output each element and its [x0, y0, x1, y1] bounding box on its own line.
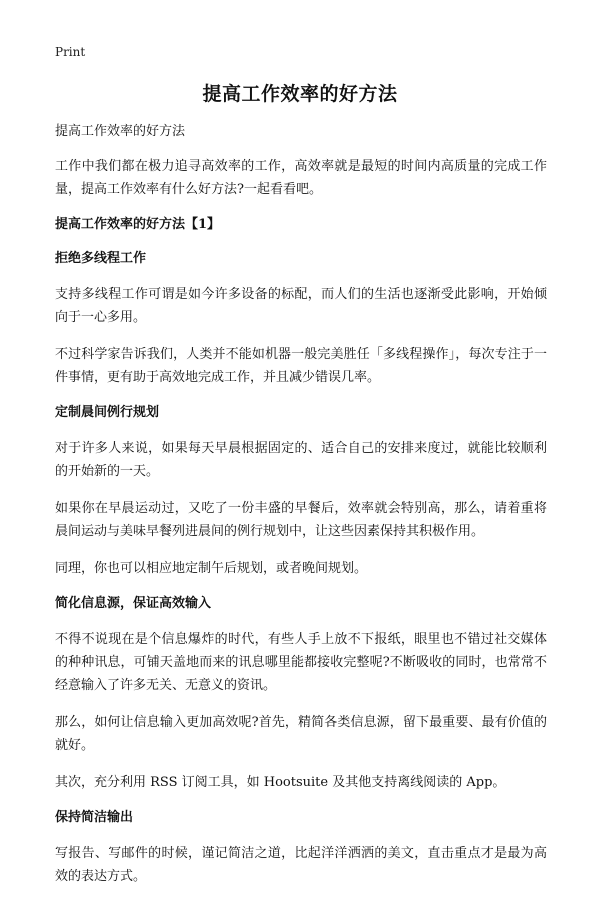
section-1-paragraph-1: 支持多线程工作可谓是如今许多设备的标配，而人们的生活也逐渐受此影响，开始倾向于一心多用。	[55, 287, 547, 325]
document-title: 提高工作效率的好方法	[202, 83, 398, 105]
intro-paragraph: 工作中我们都在极力追寻高效率的工作，高效率就是最短的时间内高质量的完成工作量，提高工作效率有什么好方法?一起看看吧。	[55, 159, 547, 197]
section-3-paragraph-1: 不得不说现在是个信息爆炸的时代，有些人手上放不下报纸，眼里也不错过社交媒体的种种讯息，可铺天盖地而来的讯息哪里能都接收完整呢?不断吸收的同时，也常常不经意输入了许多无关、无意义的资讯。	[55, 632, 547, 693]
section-2-paragraph-1: 对于许多人来说，如果每天早晨根据固定的、适合自己的安排来度过，就能比较顺利的开始新的一天。	[55, 441, 547, 479]
section-3-paragraph-2: 那么，如何让信息输入更加高效呢?首先，精简各类信息源，留下最重要、最有价值的就好。	[55, 715, 547, 753]
section-3-heading: 简化信息源，保证高效输入	[55, 596, 212, 611]
section-2-heading: 定制晨间例行规划	[55, 405, 160, 420]
subtitle: 提高工作效率的好方法	[55, 124, 186, 139]
print-label: Print	[55, 45, 86, 59]
section-4-paragraph-1: 写报告、写邮件的时候，谨记简洁之道，比起洋洋洒洒的美文，直击重点才是最为高效的表达方式。	[55, 846, 547, 884]
document-body	[55, 120, 547, 902]
section-1-paragraph-2: 不过科学家告诉我们，人类并不能如机器一般完美胜任「多线程操作」，每次专注于一件事情，更有助于高效地完成工作，并且减少错误几率。	[55, 347, 547, 385]
section-2-paragraph-2: 如果你在早晨运动过，又吃了一份丰盛的早餐后，效率就会特别高，那么，请着重将晨间运动与美味早餐列进晨间的例行规划中，让这些因素保持其积极作用。	[55, 501, 547, 539]
section-1-heading: 拒绝多线程工作	[55, 251, 147, 266]
section-2-paragraph-3: 同理，你也可以相应地定制午后规划，或者晚间规划。	[55, 561, 368, 576]
section-heading: 提高工作效率的好方法【1】	[55, 217, 221, 232]
section-4-heading: 保持简洁输出	[55, 810, 134, 825]
section-3-paragraph-3: 其次，充分利用 RSS 订阅工具，如 Hootsuite 及其他支持离线阅读的 App。	[55, 775, 506, 790]
